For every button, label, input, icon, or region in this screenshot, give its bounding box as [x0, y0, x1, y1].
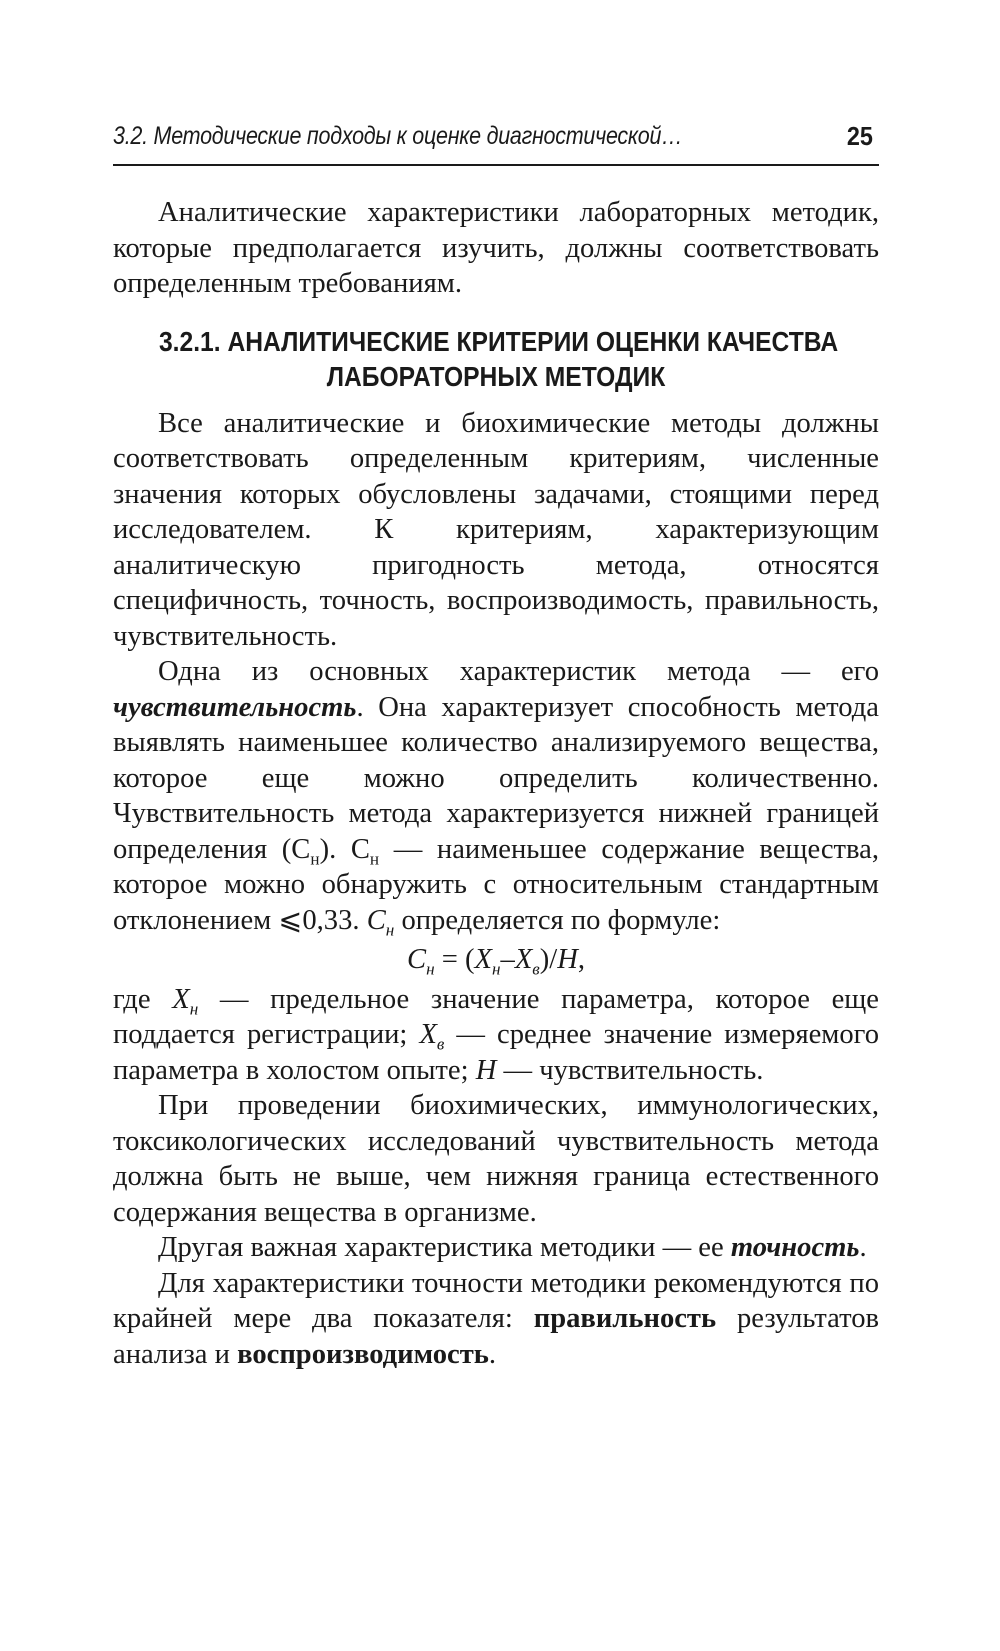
- text-run: Для характеристики точности методики рекомендуются по крайней мере два показателя:: [113, 1267, 879, 1334]
- paragraph-studies: При проведении биохимических, иммунологических, токсикологических исследований чувствительность метода должна быть не выше, чем нижняя граница естественного содержания вещества в организме.: [113, 1090, 879, 1228]
- text-run: — предельное значение параметра, которое еще поддается регистрации;: [113, 983, 879, 1050]
- formula-x1: X: [474, 944, 492, 975]
- formula-c: С: [406, 944, 427, 975]
- formula: [113, 942, 879, 978]
- term-accuracy: точность: [730, 1232, 860, 1263]
- paragraph-accuracy: [113, 1230, 879, 1266]
- term-correctness: правильность: [533, 1303, 717, 1334]
- subscript: в: [436, 1034, 445, 1054]
- page-body: [113, 195, 879, 1372]
- text-run: ). С: [319, 833, 370, 865]
- text-run: результатов анализа и: [113, 1303, 879, 1370]
- term-reproducibility: воспроизводимость: [237, 1338, 489, 1370]
- text-run: — чувствительность.: [496, 1054, 764, 1086]
- running-header: [113, 114, 879, 160]
- text-run: — среднее значение измеряемого параметра в холостом опыте;: [113, 1019, 879, 1086]
- formula-sub: в: [532, 959, 540, 979]
- paragraph-where: [113, 982, 879, 1089]
- text-run: Другая важная характеристика методики — ее: [158, 1232, 731, 1263]
- intro-paragraph: Аналитические характеристики лабораторных методик, которые предполагается изучить, должны соответствовать определенным требованиям.: [113, 197, 879, 299]
- text-run: .: [859, 1232, 867, 1263]
- section-heading-line-1: 3.2.1. АНАЛИТИЧЕСКИЕ КРИТЕРИИ ОЦЕНКИ КАЧЕСТВА: [158, 325, 839, 357]
- paragraph-sensitivity: [113, 654, 879, 938]
- formula-minus: –: [500, 944, 515, 975]
- text-run: определяется по формуле:: [394, 904, 721, 936]
- subscript: н: [310, 849, 320, 869]
- term-sensitivity: чувствительность: [113, 691, 357, 723]
- section-heading-line-2: ЛАБОРАТОРНЫХ МЕТОДИК: [326, 360, 666, 392]
- formula-sub: н: [426, 959, 435, 979]
- symbol-x: X: [419, 1019, 437, 1050]
- symbol-c: С: [366, 904, 386, 936]
- subscript: н: [385, 920, 395, 940]
- section-heading: [158, 324, 839, 394]
- formula-eq: = (: [434, 944, 475, 975]
- text-run: Одна из основных характеристик метода — его: [158, 656, 879, 687]
- text-run: .: [488, 1338, 497, 1370]
- text-run: . Она характеризует способность метода выявлять наименьшее количество анализируемого вещества, которое еще можно определить количественно. Чувствительность метода характеризуется нижней границей определения (С: [113, 691, 879, 865]
- formula-x2: X: [514, 944, 533, 975]
- header-rule: [113, 164, 879, 166]
- formula-close: )/: [539, 944, 558, 975]
- subscript: н: [369, 849, 380, 869]
- formula-h: H: [557, 944, 578, 975]
- formula-sub: н: [492, 959, 501, 979]
- page-number: 25: [846, 121, 873, 151]
- text-run: где: [113, 983, 173, 1015]
- formula-end: ,: [577, 944, 586, 975]
- running-title: 3.2. Методические подходы к оценке диагностической…: [113, 122, 683, 150]
- symbol-h: H: [475, 1054, 497, 1086]
- symbol-x: X: [172, 983, 190, 1015]
- paragraph-criteria: Все аналитические и биохимические методы должны соответствовать определенным критериям, численные значения которых обусловлены задачами, стоящими перед исследователем. К критериям, характеризующим аналитическую пригодность метода, относятся специфичность, точность, воспроизводимость, правильность, чувствительность.: [113, 407, 879, 652]
- subscript: н: [189, 999, 199, 1019]
- paragraph-indicators: [113, 1266, 879, 1373]
- text-run: — наименьшее содержание вещества, которое можно обнаружить с относительным стандартным отклонением ⩽0,33.: [113, 833, 879, 936]
